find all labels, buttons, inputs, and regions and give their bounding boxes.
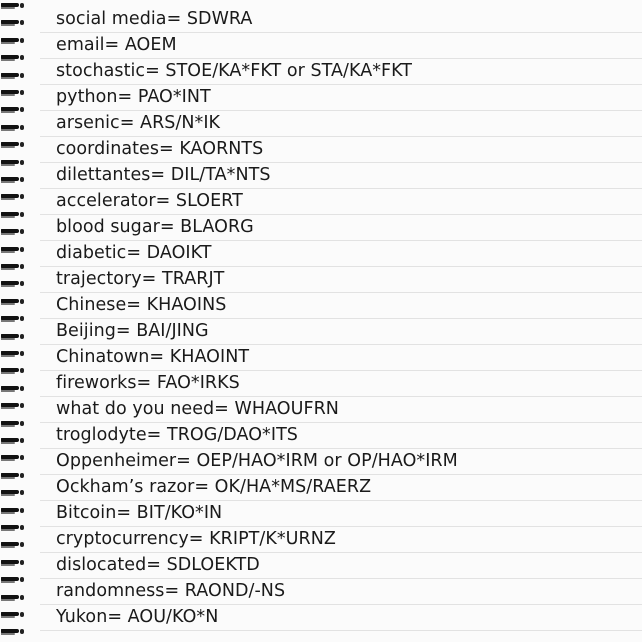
binding-ring bbox=[1, 246, 23, 254]
list-item: Bitcoin= BIT/KO*IN bbox=[56, 503, 223, 523]
list-item: email= AOEM bbox=[56, 35, 177, 55]
list-item: coordinates= KAORNTS bbox=[56, 139, 264, 159]
list-item: fireworks= FAO*IRKS bbox=[56, 373, 240, 393]
ruled-line bbox=[40, 214, 642, 215]
binding-ring bbox=[1, 228, 23, 236]
list-item: Yukon= AOU/KO*N bbox=[56, 607, 219, 627]
ruled-line bbox=[40, 526, 642, 527]
ruled-line bbox=[40, 396, 642, 397]
binding-ring bbox=[1, 159, 23, 167]
ruled-line bbox=[40, 552, 642, 553]
binding-ring bbox=[1, 628, 23, 636]
binding-ring bbox=[1, 367, 23, 375]
ruled-line bbox=[40, 32, 642, 33]
ruled-line bbox=[40, 370, 642, 371]
binding-ring bbox=[1, 263, 23, 271]
ruled-line bbox=[40, 266, 642, 267]
list-item: Beijing= BAI/JING bbox=[56, 321, 209, 341]
list-item: cryptocurrency= KRIPT/K*URNZ bbox=[56, 529, 336, 549]
binding-ring bbox=[1, 333, 23, 341]
list-item: troglodyte= TROG/DAO*ITS bbox=[56, 425, 298, 445]
list-item: social media= SDWRA bbox=[56, 9, 253, 29]
binding-ring bbox=[1, 472, 23, 480]
binding-ring bbox=[1, 350, 23, 358]
binding-ring bbox=[1, 106, 23, 114]
list-item: Chinatown= KHAOINT bbox=[56, 347, 250, 367]
list-item: arsenic= ARS/N*IK bbox=[56, 113, 221, 133]
list-item: Oppenheimer= OEP/HAO*IRM or OP/HAO*IRM bbox=[56, 451, 458, 471]
ruled-line bbox=[40, 344, 642, 345]
ruled-line bbox=[40, 578, 642, 579]
binding-ring bbox=[1, 576, 23, 584]
binding-ring bbox=[1, 37, 23, 45]
ruled-line bbox=[40, 500, 642, 501]
binding-ring bbox=[1, 611, 23, 619]
binding-ring bbox=[1, 124, 23, 132]
list-item: stochastic= STOE/KA*FKT or STA/KA*FKT bbox=[56, 61, 413, 81]
ruled-line bbox=[40, 136, 642, 137]
ruled-line bbox=[40, 162, 642, 163]
binding-ring bbox=[1, 507, 23, 515]
binding-ring bbox=[1, 19, 23, 27]
ruled-line bbox=[40, 630, 642, 631]
list-item: Ockham’s razor= OK/HA*MS/RAERZ bbox=[56, 477, 372, 497]
list-item: diabetic= DAOIKT bbox=[56, 243, 212, 263]
binding-ring bbox=[1, 280, 23, 288]
spiral-binding bbox=[0, 0, 32, 642]
ruled-line bbox=[40, 58, 642, 59]
list-item: Chinese= KHAOINS bbox=[56, 295, 227, 315]
ruled-line bbox=[40, 292, 642, 293]
list-item: dilettantes= DIL/TA*NTS bbox=[56, 165, 271, 185]
binding-ring bbox=[1, 315, 23, 323]
binding-ring bbox=[1, 193, 23, 201]
binding-ring bbox=[1, 420, 23, 428]
ruled-line bbox=[40, 604, 642, 605]
list-item: blood sugar= BLAORG bbox=[56, 217, 254, 237]
binding-ring bbox=[1, 176, 23, 184]
list-item: trajectory= TRARJT bbox=[56, 269, 225, 289]
ruled-line bbox=[40, 318, 642, 319]
binding-ring bbox=[1, 559, 23, 567]
binding-ring bbox=[1, 54, 23, 62]
list-item: what do you need= WHAOUFRN bbox=[56, 399, 339, 419]
ruled-line bbox=[40, 188, 642, 189]
list-item: randomness= RAOND/-NS bbox=[56, 581, 286, 601]
binding-ring bbox=[1, 594, 23, 602]
ruled-line bbox=[40, 110, 642, 111]
binding-ring bbox=[1, 2, 23, 10]
binding-ring bbox=[1, 454, 23, 462]
ruled-line bbox=[40, 240, 642, 241]
binding-ring bbox=[1, 385, 23, 393]
binding-ring bbox=[1, 89, 23, 97]
binding-ring bbox=[1, 437, 23, 445]
binding-ring bbox=[1, 524, 23, 532]
list-item: dislocated= SDLOEKTD bbox=[56, 555, 260, 575]
ruled-line bbox=[40, 422, 642, 423]
binding-ring bbox=[1, 489, 23, 497]
binding-ring bbox=[1, 72, 23, 80]
ruled-line bbox=[40, 84, 642, 85]
binding-ring bbox=[1, 298, 23, 306]
binding-ring bbox=[1, 541, 23, 549]
list-item: accelerator= SLOERT bbox=[56, 191, 243, 211]
binding-ring bbox=[1, 211, 23, 219]
list-item: python= PAO*INT bbox=[56, 87, 211, 107]
binding-ring bbox=[1, 402, 23, 410]
ruled-line bbox=[40, 474, 642, 475]
ruled-line bbox=[40, 448, 642, 449]
binding-ring bbox=[1, 141, 23, 149]
